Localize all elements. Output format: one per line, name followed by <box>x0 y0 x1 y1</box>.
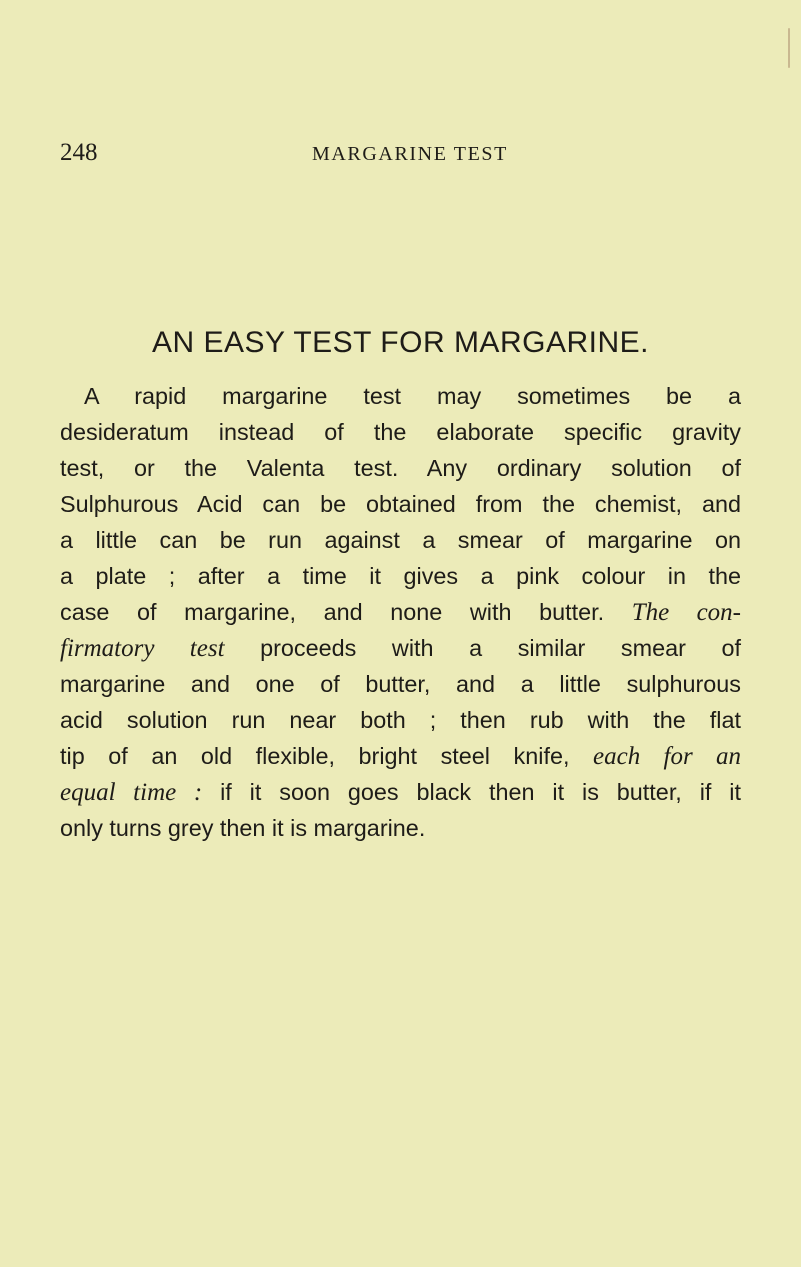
text-line: test, or the Valenta test. Any ordinary solution of <box>60 455 741 481</box>
italic-text: equal time : <box>60 779 203 806</box>
text-line: a little can be run against a smear of margarine on <box>60 527 741 553</box>
italic-text: firmatory test <box>60 635 225 662</box>
text-line: tip of an old flexible, bright steel knife, each for an <box>60 743 741 770</box>
text-line: Sulphurous Acid can be obtained from the chemist, and <box>60 491 741 517</box>
page-number: 248 <box>60 139 98 166</box>
text-line: firmatory test proceeds with a similar smear of <box>60 635 741 662</box>
italic-text: The con- <box>631 599 742 626</box>
text-line: desideratum instead of the elaborate specific gravity <box>60 419 741 445</box>
section-heading: AN EASY TEST FOR MARGARINE. <box>152 326 649 359</box>
body-paragraph <box>60 378 741 846</box>
text-line: acid solution run near both ; then rub with the flat <box>60 707 741 733</box>
page-edge-mark <box>788 28 790 68</box>
text-line: case of margarine, and none with butter. The con- <box>60 599 742 626</box>
text-line: A rapid margarine test may sometimes be a <box>84 383 741 409</box>
running-header <box>60 138 740 168</box>
running-title: MARGARINE TEST <box>312 143 508 165</box>
text-line: margarine and one of butter, and a little sulphurous <box>60 671 741 697</box>
text-line: a plate ; after a time it gives a pink colour in the <box>60 563 741 589</box>
italic-text: each for an <box>593 743 741 770</box>
text-line: only turns grey then it is margarine. <box>60 815 426 841</box>
text-line: equal time : if it soon goes black then it is butter, if it <box>60 779 741 806</box>
